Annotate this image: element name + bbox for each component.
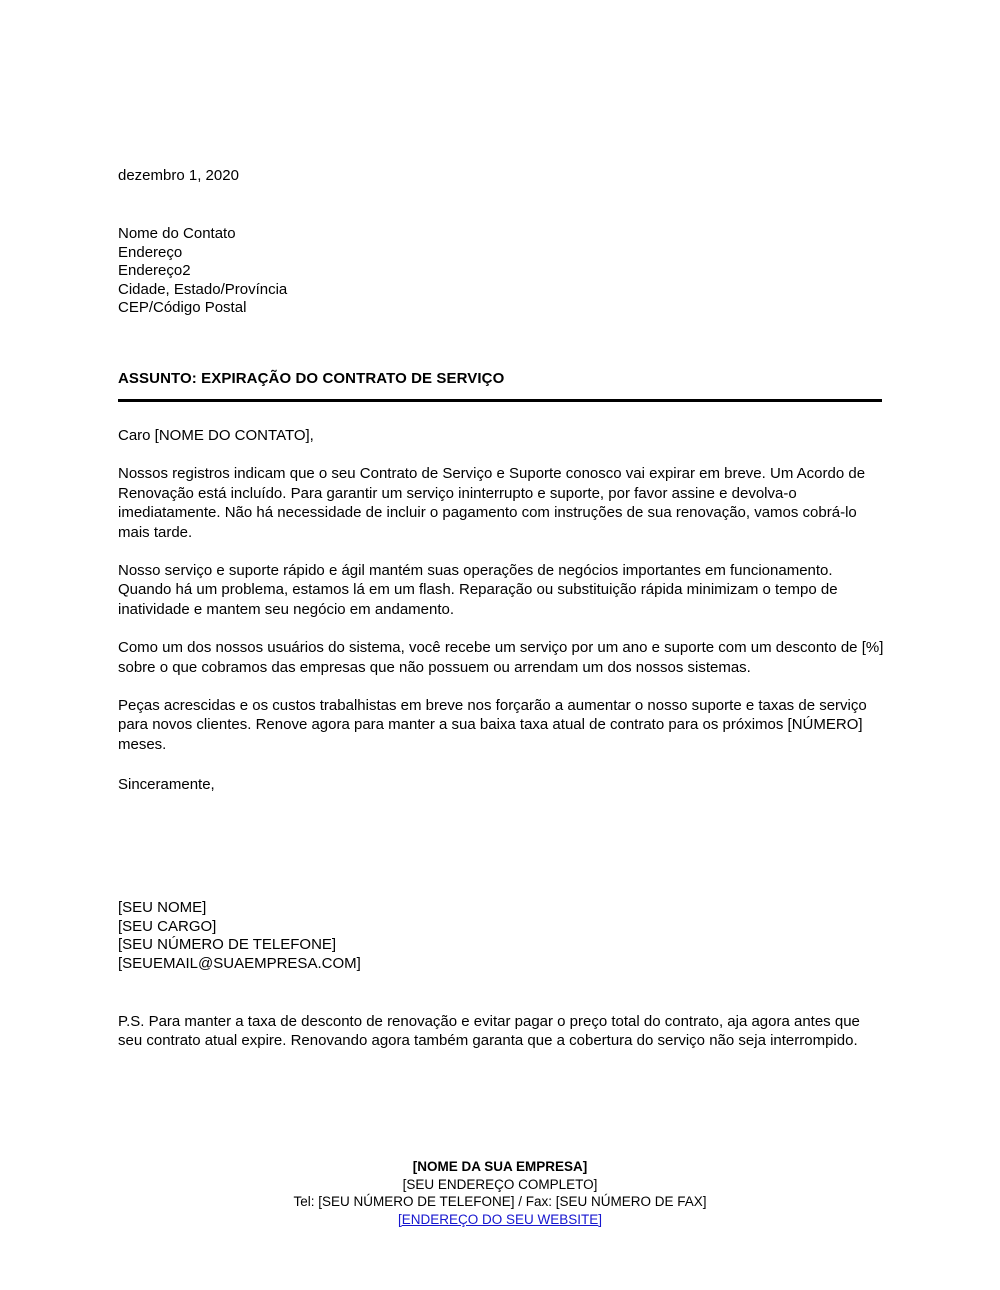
recipient-address-block (118, 225, 287, 318)
letter-body (118, 426, 885, 795)
closing-salutation: Sinceramente, (118, 776, 215, 794)
signature-title: [SEU CARGO] (118, 917, 217, 935)
signature-email: [SEUEMAIL@SUAEMPRESA.COM] (118, 954, 361, 972)
signature-name: [SEU NOME] (118, 899, 207, 916)
subject-divider-rule (118, 399, 882, 402)
salutation: Caro [NOME DO CONTATO], (118, 427, 314, 444)
footer-website-link[interactable]: [ENDEREÇO DO SEU WEBSITE] (397, 1211, 603, 1227)
subject-heading: ASSUNTO: EXPIRAÇÃO DO CONTRATO DE SERVIÇO (118, 370, 505, 387)
recipient-line-postal-code: CEP/Código Postal (118, 299, 247, 317)
body-paragraph-2: Nosso serviço e suporte rápido e ágil mantém suas operações de negócios importantes em funcionamento. Quando há um problema, estamos lá em um flash. Reparação ou substituição rápida minimizam o tempo de inatividade e mantem seu negócio em andamento. (118, 562, 838, 618)
body-paragraph-1: Nossos registros indicam que o seu Contrato de Serviço e Suporte conosco vai expirar em breve. Um Acordo de Renovação está incluído. Para garantir um serviço ininterrupto e suporte, por favor assine e devolva-o imediatamente. Não há necessidade de incluir o pagamento com instruções de sua renovação, vamos cobrá-lo mais tarde. (118, 465, 866, 541)
postscript-paragraph: P.S. Para manter a taxa de desconto de renovação e evitar pagar o preço total do contrato, aja agora antes que seu contrato atual expire. Renovando agora também garanta que a cobertura do serviço não seja interrompido. (118, 1013, 860, 1050)
footer-website-link-row (0, 1211, 1000, 1229)
signature-block (118, 899, 361, 973)
page-footer (0, 1158, 1000, 1228)
footer-contact: Tel: [SEU NÚMERO DE TELEFONE] / Fax: [SEU NÚMERO DE FAX] (293, 1194, 707, 1209)
recipient-line-name: Nome do Contato (118, 225, 236, 242)
footer-company-name: [NOME DA SUA EMPRESA] (412, 1159, 588, 1174)
signature-phone: [SEU NÚMERO DE TELEFONE] (118, 936, 337, 954)
body-paragraph-3: Como um dos nossos usuários do sistema, você recebe um serviço por um ano e suporte com um desconto de [%] sobre o que cobramos das empresas que não possuem ou arrendam um dos nossos sistemas. (118, 639, 884, 676)
body-paragraph-4: Peças acrescidas e os custos trabalhistas em breve nos forçarão a aumentar o nosso suporte e taxas de serviço para novos clientes. Renove agora para manter a sua baixa taxa atual de contrato para os próximos [NÚMERO] meses. (118, 697, 867, 753)
recipient-line-address2: Endereço2 (118, 262, 191, 280)
recipient-line-address1: Endereço (118, 243, 183, 261)
letter-date: dezembro 1, 2020 (118, 167, 239, 184)
footer-address: [SEU ENDEREÇO COMPLETO] (402, 1176, 598, 1192)
recipient-line-city-state: Cidade, Estado/Província (118, 280, 288, 298)
